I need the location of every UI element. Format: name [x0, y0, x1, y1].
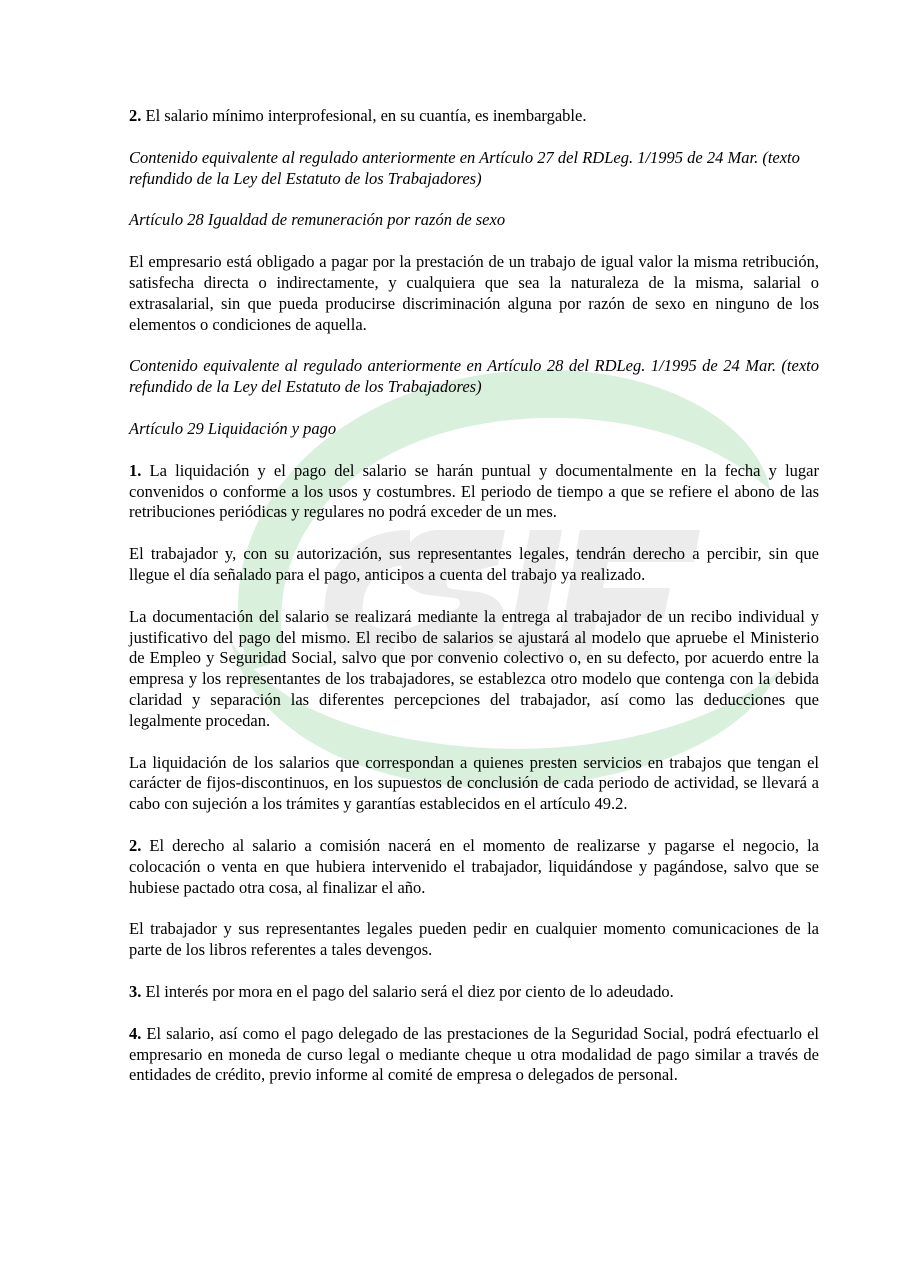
article-29-heading: Artículo 29 Liquidación y pago: [129, 418, 337, 438]
paragraph-art27-2: [129, 106, 819, 127]
paragraph-text: El interés por mora en el pago del salario será el diez por ciento de lo adeudado.: [141, 981, 674, 1001]
paragraph-art29-documentacion: La documentación del salario se realizará mediante la entrega al trabajador de un recibo individual y justificativo del pago del mismo. El recibo de salarios se ajustará al modelo que apruebe el Ministerio de Empleo y Seguridad Social, salvo que por convenio colectivo o, en su defecto, por acuerdo entre la empresa y los representantes de los trabajadores, se establezca otro modelo que contenga con la debida claridad y separación las diferentes percepciones del trabajador, así como las deducciones que legalmente procedan.: [129, 606, 819, 730]
paragraph-number: 3.: [129, 981, 142, 1001]
note-art28-equivalent: Contenido equivalente al regulado anteriormente en Artículo 28 del RDLeg. 1/1995 de 24 Mar. (texto refundido de la Ley del Estatuto de los Trabajadores): [129, 356, 819, 397]
paragraph-text: El derecho al salario a comisión nacerá en el momento de realizarse y pagarse el negocio, la colocación o venta en que hubiera intervenido el trabajador, liquidándose y pagándose, salvo que se hubiese pactado otra cosa, al finalizar el año.: [129, 835, 819, 897]
paragraph-art28-body: El empresario está obligado a pagar por la prestación de un trabajo de igual valor la misma retribución, satisfecha directa o indirectamente, y cualquiera que sea la naturaleza de la misma, salarial o extrasalarial, sin que pueda producirse discriminación alguna por razón de sexo en ninguno de los elementos o condiciones de aquella.: [129, 252, 819, 334]
paragraph-art29-fijos-discontinuos: La liquidación de los salarios que correspondan a quienes presten servicios en trabajos que tengan el carácter de fijos-discontinuos, en los supuestos de conclusión de cada periodo de actividad, se llevará a cabo con sujeción a los trámites y garantías establecidos en el artículo 49.2.: [129, 752, 819, 814]
paragraph-text: El salario mínimo interprofesional, en su cuantía, es inembargable.: [141, 106, 587, 125]
paragraph-art29-anticipos: El trabajador y, con su autorización, sus representantes legales, tendrán derecho a percibir, sin que llegue el día señalado para el pago, anticipos a cuenta del trabajo ya realizado.: [129, 544, 819, 584]
paragraph-art29-1: [129, 461, 819, 523]
note-art27-equivalent: Contenido equivalente al regulado anteriormente en Artículo 27 del RDLeg. 1/1995 de 24 Mar. (texto refundido de la Ley del Estatuto de los Trabajadores): [129, 147, 800, 188]
paragraph-text: La liquidación y el pago del salario se harán puntual y documentalmente en la fecha y lugar convenidos o conforme a los usos y costumbres. El periodo de tiempo a que se refiere el abono de las retribuciones periódicas y regulares no podrá exceder de un mes.: [129, 460, 819, 522]
paragraph-number: 2.: [129, 106, 142, 125]
paragraph-text: El salario, así como el pago delegado de las prestaciones de la Seguridad Social, podrá efectuarlo el empresario en moneda de curso legal o mediante cheque u otra modalidad de pago similar a través de entidades de crédito, previo informe al comité de empresa o delegados de personal.: [129, 1023, 819, 1085]
document-page: [129, 106, 819, 1107]
article-28-heading: Artículo 28 Igualdad de remuneración por razón de sexo: [129, 210, 506, 230]
paragraph-art29-2: [129, 836, 819, 898]
paragraph-number: 4.: [129, 1023, 142, 1043]
paragraph-number: 1.: [129, 460, 142, 480]
paragraph-art29-4: [129, 1024, 819, 1086]
paragraph-art29-comunicaciones: El trabajador y sus representantes legales pueden pedir en cualquier momento comunicaciones de la parte de los libros referentes a tales devengos.: [129, 919, 819, 960]
paragraph-number: 2.: [129, 835, 142, 855]
paragraph-art29-3: [129, 982, 819, 1003]
